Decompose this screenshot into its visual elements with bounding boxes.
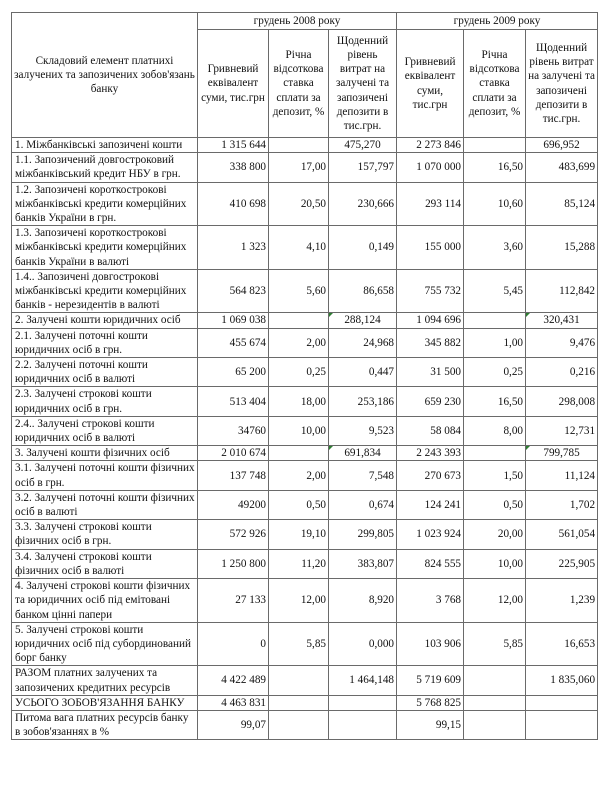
- cell-daily-cost-2008: 691,834: [329, 446, 397, 461]
- cell-daily-cost-2009: 799,785: [526, 446, 598, 461]
- cell-daily-cost-2008: 288,124: [329, 313, 397, 328]
- cell-daily-cost-2009: 561,054: [526, 520, 598, 549]
- cell-amount-2009: 824 555: [397, 549, 464, 578]
- cell-amount-2009: 5 768 825: [397, 695, 464, 710]
- table-row: [12, 416, 598, 445]
- table-row: [12, 549, 598, 578]
- cell-daily-cost-2009: 1 835,060: [526, 666, 598, 695]
- cell-rate-2008: 12,00: [269, 579, 329, 623]
- col-header-daily-cost-2009: Щоденний рівень витрат на залучені та запозичені депозити в тис.грн.: [526, 30, 598, 138]
- table-row: [12, 710, 598, 739]
- cell-rate-2008: 19,10: [269, 520, 329, 549]
- cell-rate-2008: 2,00: [269, 461, 329, 490]
- cell-rate-2008: 2,00: [269, 328, 329, 357]
- cell-amount-2008: 137 748: [198, 461, 269, 490]
- table-row: [12, 520, 598, 549]
- cell-rate-2009: 3,60: [464, 226, 526, 270]
- table-row: [12, 313, 598, 328]
- cell-daily-cost-2009: 1,239: [526, 579, 598, 623]
- cell-daily-cost-2008: 0,000: [329, 622, 397, 666]
- cell-rate-2009: [464, 695, 526, 710]
- col-header-amount-2008: Гривневий еквівалент суми, тис.грн: [198, 30, 269, 138]
- period-header-2008: грудень 2008 року: [198, 13, 397, 30]
- table-row: [12, 226, 598, 270]
- cell-daily-cost-2009: 483,699: [526, 153, 598, 182]
- cell-rate-2009: [464, 666, 526, 695]
- col-header-rate-2008: Річна відсоткова ставка сплати за депозит, %: [269, 30, 329, 138]
- table-row: [12, 579, 598, 623]
- cell-amount-2009: 2 243 393: [397, 446, 464, 461]
- cell-daily-cost-2009: 0,216: [526, 358, 598, 387]
- cell-rate-2008: [269, 446, 329, 461]
- row-label: 5. Залучені строкові кошти юридичних осіб під субординований борг банку: [12, 622, 198, 666]
- cell-daily-cost-2009: [526, 710, 598, 739]
- row-label: 3.3. Залучені строкові кошти фізичних осіб в грн.: [12, 520, 198, 549]
- table-row: [12, 153, 598, 182]
- cell-rate-2009: 10,60: [464, 182, 526, 226]
- cell-rate-2009: 8,00: [464, 416, 526, 445]
- row-header: Складовий елемент платнихі залучених та запозичених зобов'язань банку: [12, 13, 198, 138]
- table-row: [12, 269, 598, 313]
- cell-rate-2009: [464, 313, 526, 328]
- cell-rate-2009: 20,00: [464, 520, 526, 549]
- row-label: 2.1. Залучені поточні кошти юридичних осіб в грн.: [12, 328, 198, 357]
- cell-rate-2009: 0,25: [464, 358, 526, 387]
- period-header-2009: грудень 2009 року: [397, 13, 598, 30]
- row-label: 1.2. Запозичені короткострокові міжбанківські кредити комерційних банків України в грн.: [12, 182, 198, 226]
- cell-amount-2008: 572 926: [198, 520, 269, 549]
- cell-daily-cost-2008: 0,149: [329, 226, 397, 270]
- col-header-amount-2009: Гривневий еквівалент суми, тис.грн: [397, 30, 464, 138]
- cell-daily-cost-2009: 11,124: [526, 461, 598, 490]
- table-row: [12, 446, 598, 461]
- cell-amount-2009: 1 094 696: [397, 313, 464, 328]
- cell-rate-2008: [269, 710, 329, 739]
- cell-amount-2009: 99,15: [397, 710, 464, 739]
- row-label: Питома вага платних ресурсів банку в зобов'язаннях в %: [12, 710, 198, 739]
- cell-amount-2009: 345 882: [397, 328, 464, 357]
- cell-rate-2009: [464, 446, 526, 461]
- cell-daily-cost-2008: 253,186: [329, 387, 397, 416]
- cell-rate-2009: 0,50: [464, 490, 526, 519]
- cell-amount-2009: 3 768: [397, 579, 464, 623]
- cell-rate-2009: 16,50: [464, 387, 526, 416]
- cell-rate-2008: [269, 313, 329, 328]
- cell-rate-2009: 12,00: [464, 579, 526, 623]
- cell-rate-2009: 1,00: [464, 328, 526, 357]
- cell-amount-2009: 155 000: [397, 226, 464, 270]
- liabilities-table: [11, 12, 598, 740]
- cell-daily-cost-2009: 9,476: [526, 328, 598, 357]
- cell-rate-2009: 16,50: [464, 153, 526, 182]
- table-row: [12, 695, 598, 710]
- cell-daily-cost-2009: [526, 695, 598, 710]
- cell-amount-2009: 1 070 000: [397, 153, 464, 182]
- cell-amount-2008: 513 404: [198, 387, 269, 416]
- cell-amount-2008: 564 823: [198, 269, 269, 313]
- cell-amount-2009: 1 023 924: [397, 520, 464, 549]
- cell-amount-2008: 455 674: [198, 328, 269, 357]
- row-label: 2.4.. Залучені строкові кошти юридичних осіб в валюті: [12, 416, 198, 445]
- cell-daily-cost-2009: 320,431: [526, 313, 598, 328]
- row-label: 3. Залучені кошти фізичних осіб: [12, 446, 198, 461]
- table-row: [12, 138, 598, 153]
- row-label: 2.2. Залучені поточні кошти юридичних осіб в валюті: [12, 358, 198, 387]
- cell-daily-cost-2008: [329, 695, 397, 710]
- cell-daily-cost-2009: 112,842: [526, 269, 598, 313]
- table-row: [12, 666, 598, 695]
- cell-daily-cost-2008: 475,270: [329, 138, 397, 153]
- cell-amount-2009: 58 084: [397, 416, 464, 445]
- cell-rate-2008: 10,00: [269, 416, 329, 445]
- cell-daily-cost-2008: 9,523: [329, 416, 397, 445]
- cell-rate-2008: 0,50: [269, 490, 329, 519]
- cell-rate-2009: 5,85: [464, 622, 526, 666]
- row-label: УСЬОГО ЗОБОВ'ЯЗАННЯ БАНКУ: [12, 695, 198, 710]
- cell-daily-cost-2008: 1 464,148: [329, 666, 397, 695]
- cell-amount-2008: 410 698: [198, 182, 269, 226]
- cell-amount-2008: 4 463 831: [198, 695, 269, 710]
- cell-rate-2008: [269, 138, 329, 153]
- table-row: [12, 182, 598, 226]
- cell-daily-cost-2008: 299,805: [329, 520, 397, 549]
- row-label: 2. Залучені кошти юридичних осіб: [12, 313, 198, 328]
- cell-daily-cost-2008: 7,548: [329, 461, 397, 490]
- cell-rate-2008: 4,10: [269, 226, 329, 270]
- row-label: 1.4.. Запозичені довгострокові міжбанківські кредити комерційних банків - нерезидентів в валюті: [12, 269, 198, 313]
- cell-rate-2009: [464, 710, 526, 739]
- row-label: 3.4. Залучені строкові кошти фізичних осіб в валюті: [12, 549, 198, 578]
- cell-rate-2008: 0,25: [269, 358, 329, 387]
- cell-rate-2008: [269, 666, 329, 695]
- cell-amount-2008: 338 800: [198, 153, 269, 182]
- table-row: [12, 328, 598, 357]
- cell-amount-2008: 1 323: [198, 226, 269, 270]
- cell-daily-cost-2009: 1,702: [526, 490, 598, 519]
- cell-rate-2009: 1,50: [464, 461, 526, 490]
- cell-amount-2008: 4 422 489: [198, 666, 269, 695]
- table-row: [12, 461, 598, 490]
- cell-amount-2009: 5 719 609: [397, 666, 464, 695]
- cell-amount-2009: 270 673: [397, 461, 464, 490]
- table-row: [12, 622, 598, 666]
- row-label: 2.3. Залучені строкові кошти юридичних осіб в грн.: [12, 387, 198, 416]
- cell-amount-2009: 2 273 846: [397, 138, 464, 153]
- cell-daily-cost-2008: [329, 710, 397, 739]
- cell-daily-cost-2009: 696,952: [526, 138, 598, 153]
- cell-rate-2008: 5,85: [269, 622, 329, 666]
- row-label: 3.2. Залучені поточні кошти фізичних осіб в валюті: [12, 490, 198, 519]
- row-label: РАЗОМ платних залучених та запозичених кредитних ресурсів: [12, 666, 198, 695]
- cell-daily-cost-2008: 24,968: [329, 328, 397, 357]
- cell-amount-2008: 2 010 674: [198, 446, 269, 461]
- cell-amount-2008: 1 250 800: [198, 549, 269, 578]
- cell-daily-cost-2008: 383,807: [329, 549, 397, 578]
- col-header-daily-cost-2008: Щоденний рівень витрат на залучені та запозичені депозити в тис.грн.: [329, 30, 397, 138]
- cell-rate-2009: 5,45: [464, 269, 526, 313]
- row-label: 4. Залучені строкові кошти фізичних та юридичних осіб під емітовані банком цінні папери: [12, 579, 198, 623]
- cell-amount-2009: 124 241: [397, 490, 464, 519]
- col-header-rate-2009: Річна відсоткова ставка сплати за депозит, %: [464, 30, 526, 138]
- cell-amount-2009: 31 500: [397, 358, 464, 387]
- cell-amount-2009: 755 732: [397, 269, 464, 313]
- cell-daily-cost-2009: 225,905: [526, 549, 598, 578]
- cell-daily-cost-2008: 8,920: [329, 579, 397, 623]
- cell-daily-cost-2008: 230,666: [329, 182, 397, 226]
- row-label: 1.3. Запозичені короткострокові міжбанківські кредити комерційних банків України в валюті: [12, 226, 198, 270]
- cell-amount-2009: 103 906: [397, 622, 464, 666]
- cell-rate-2008: 17,00: [269, 153, 329, 182]
- cell-amount-2008: 27 133: [198, 579, 269, 623]
- cell-rate-2008: 5,60: [269, 269, 329, 313]
- cell-daily-cost-2009: 16,653: [526, 622, 598, 666]
- cell-amount-2009: 293 114: [397, 182, 464, 226]
- row-label: 1.1. Запозичений довгостроковий міжбанківський кредит НБУ в грн.: [12, 153, 198, 182]
- row-label: 1. Міжбанківські запозичені кошти: [12, 138, 198, 153]
- cell-amount-2008: 49200: [198, 490, 269, 519]
- cell-rate-2008: 11,20: [269, 549, 329, 578]
- cell-rate-2009: 10,00: [464, 549, 526, 578]
- cell-amount-2009: 659 230: [397, 387, 464, 416]
- cell-rate-2008: 20,50: [269, 182, 329, 226]
- cell-daily-cost-2009: 15,288: [526, 226, 598, 270]
- cell-daily-cost-2009: 298,008: [526, 387, 598, 416]
- cell-rate-2008: [269, 695, 329, 710]
- cell-amount-2008: 99,07: [198, 710, 269, 739]
- cell-daily-cost-2008: 86,658: [329, 269, 397, 313]
- cell-rate-2008: 18,00: [269, 387, 329, 416]
- table-body: [12, 138, 598, 740]
- cell-daily-cost-2008: 157,797: [329, 153, 397, 182]
- cell-amount-2008: 0: [198, 622, 269, 666]
- table-row: [12, 387, 598, 416]
- cell-daily-cost-2008: 0,447: [329, 358, 397, 387]
- row-label: 3.1. Залучені поточні кошти фізичних осіб в грн.: [12, 461, 198, 490]
- cell-daily-cost-2009: 12,731: [526, 416, 598, 445]
- table-row: [12, 358, 598, 387]
- cell-amount-2008: 1 315 644: [198, 138, 269, 153]
- cell-amount-2008: 1 069 038: [198, 313, 269, 328]
- cell-amount-2008: 34760: [198, 416, 269, 445]
- cell-daily-cost-2008: 0,674: [329, 490, 397, 519]
- cell-amount-2008: 65 200: [198, 358, 269, 387]
- cell-daily-cost-2009: 85,124: [526, 182, 598, 226]
- table-row: [12, 490, 598, 519]
- cell-rate-2009: [464, 138, 526, 153]
